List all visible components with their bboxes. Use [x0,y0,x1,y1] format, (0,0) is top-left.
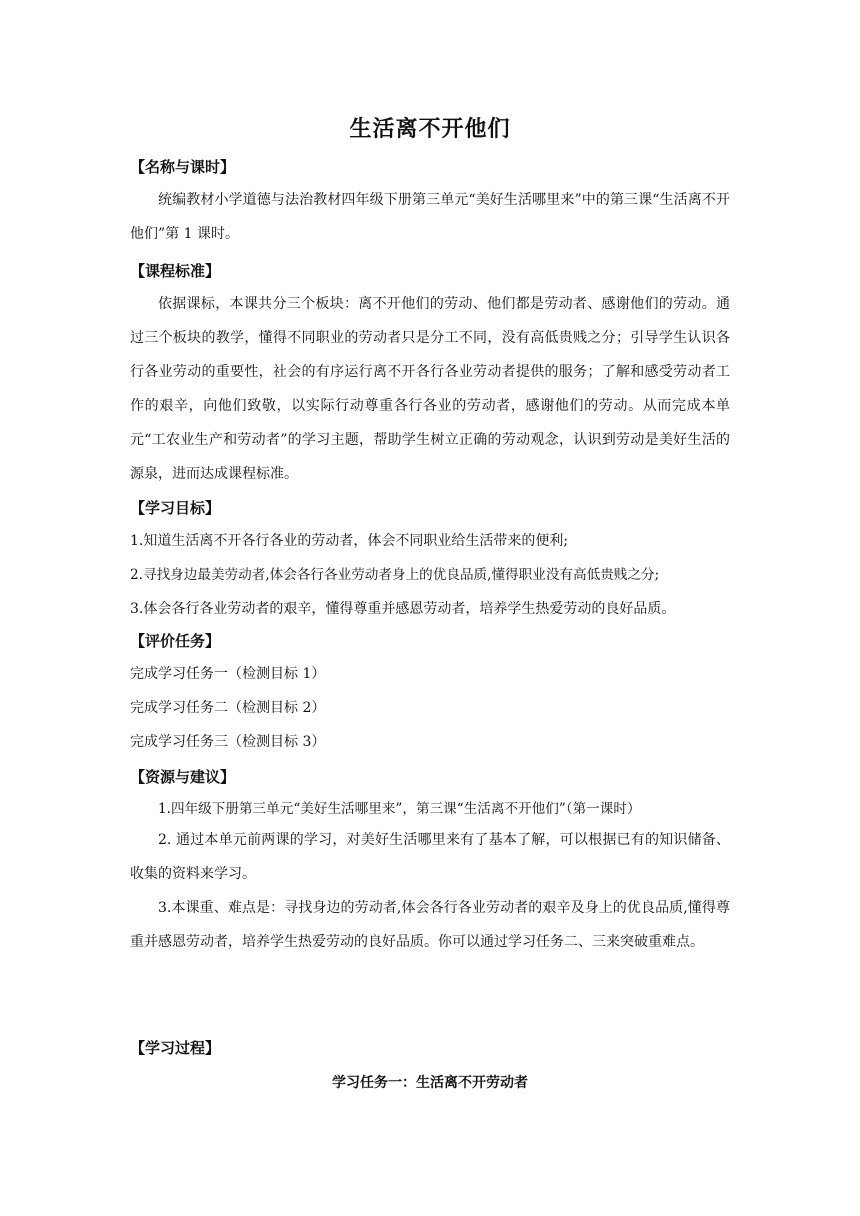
section-heading-objectives: 【学习目标】 [130,499,221,517]
name-period-text: 统编教材小学道德与法治教材四年级下册第三单元“美好生活哪里来”中的第三课“生活离不开他们”第 1 课时。 [130,192,730,242]
evaluation-item: 完成学习任务一（检测目标 1） [130,666,326,682]
resource-item: 2. 通过本单元前两课的学习，对美好生活哪里来有了基本了解，可以根据已有的知识储备、收集的资料来学习。 [130,832,730,882]
section-heading-name-period: 【名称与课时】 [130,158,236,176]
task-one-title: 学习任务一：生活离不开劳动者 [332,1075,528,1091]
section-heading-evaluation: 【评价任务】 [130,632,221,650]
evaluation-item: 完成学习任务二（检测目标 2） [130,700,326,716]
section-heading-resources: 【资源与建议】 [130,768,236,786]
standard-text: 依据课标，本课共分三个板块：离不开他们的劳动、他们都是劳动者、感谢他们的劳动。通过三个板块的教学，懂得不同职业的劳动者只是分工不同，没有高低贵贱之分；引导学生认识各行各业劳动的重要性，社会的有序运行离不开各行各业劳动者提供的服务；了解和感受劳动者工作的艰辛，向他们致敬，以实际行动尊重各行各业的劳动者，感谢他们的劳动。从而完成本单元“工农业生产和劳动者”的学习主题，帮助学生树立正确的劳动观念，认识到劳动是美好生活的源泉，进而达成课程标准。 [130,296,730,482]
objective-item: 3.体会各行各业劳动者的艰辛，懂得尊重并感恩劳动者，培养学生热爱劳动的良好品质。 [130,601,676,617]
resource-item: 3.本课重、难点是：寻找身边的劳动者,体会各行各业劳动者的艰辛及身上的优良品质,懂得尊重并感恩劳动者，培养学生热爱劳动的良好品质。你可以通过学习任务二、三来突破重难点。 [130,900,730,950]
evaluation-item: 完成学习任务三（检测目标 3） [130,734,326,750]
section-heading-process: 【学习过程】 [130,1039,221,1057]
section-heading-standard: 【课程标准】 [130,262,221,280]
objective-item: 2.寻找身边最美劳动者,体会各行各业劳动者身上的优良品质,懂得职业没有高低贵贱之分; [130,567,660,583]
resource-item: 1.四年级下册第三单元“美好生活哪里来”，第三课“生活离不开他们”（第一课时） [158,801,641,817]
objective-item: 1.知道生活离不开各行各业的劳动者，体会不同职业给生活带来的便利; [130,533,569,549]
document-title: 生活离不开他们 [349,117,511,142]
